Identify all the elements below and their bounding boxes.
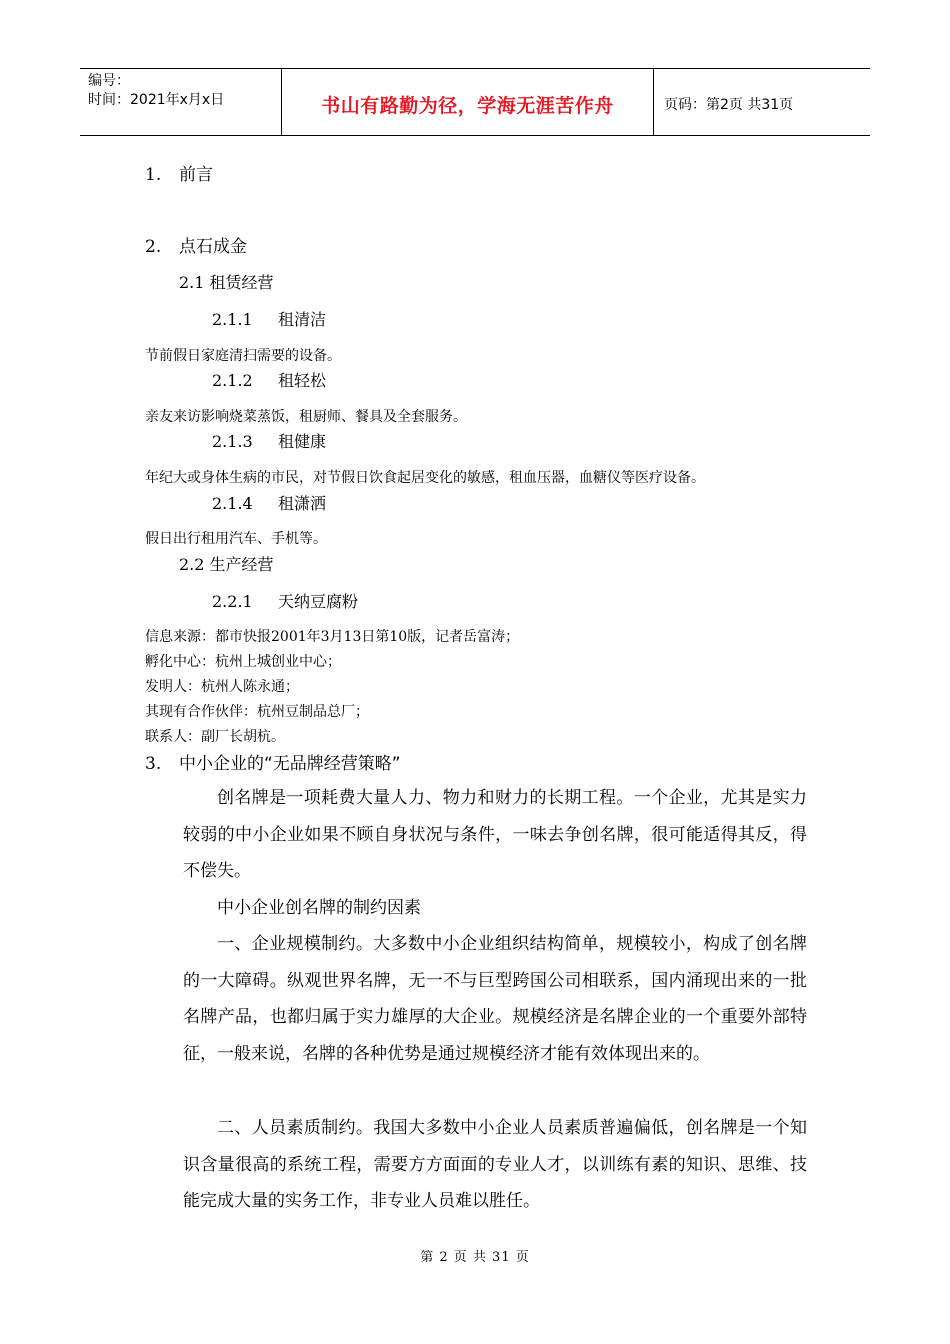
- heading-number: 2.1.2: [212, 371, 253, 390]
- heading-section-2-1: [179, 270, 274, 293]
- section-text: 亲友来访影响烧菜蒸饭，租厨师、餐具及全套服务。: [145, 409, 467, 425]
- section-text: 假日出行租用汽车、手机等。: [145, 531, 327, 547]
- heading-title: 租轻松: [278, 371, 327, 390]
- body-paragraph: 一、企业规模制约。大多数中小企业组织结构简单，规模较小，构成了创名牌的一大障碍。纵观世界名牌，无一不与巨型跨国公司相联系，国内涌现出来的一批名牌产品，也都归属于实力雄厚的大企业。规模经济是名牌企业的一个重要外部特征，一般来说，名牌的各种优势是通过规模经济才能有效体现出来的。: [183, 934, 807, 1064]
- heading-number: 2.1: [179, 273, 205, 292]
- section-text: 年纪大或身体生病的市民，对节假日饮食起居变化的敏感，租血压器，血糖仪等医疗设备。: [145, 470, 705, 486]
- heading-title: 中小企业的“无品牌经营策略”: [179, 754, 401, 774]
- info-line: 孵化中心：杭州上城创业中心；: [145, 654, 341, 670]
- heading-title: 租清洁: [278, 310, 327, 329]
- heading-title: 前言: [179, 165, 213, 185]
- heading-title: 天纳豆腐粉: [278, 592, 359, 611]
- info-line: 其现有合作伙伴：杭州豆制品总厂；: [145, 704, 369, 720]
- section-text: 节前假日家庭清扫需要的设备。: [145, 348, 341, 364]
- heading-title: 租健康: [278, 432, 327, 451]
- heading-number: 2.1.1: [212, 310, 253, 329]
- heading-title: 点石成金: [179, 237, 247, 257]
- heading-title: 租赁经营: [209, 273, 274, 292]
- heading-number: 2.1.3: [212, 432, 253, 451]
- info-line: 信息来源：都市快报2001年3月13日第10版，记者岳富涛；: [145, 629, 520, 645]
- heading-number: 1.: [145, 165, 162, 185]
- page-footer: 第 2 页 共 31 页: [420, 1250, 530, 1265]
- heading-section-2-2-1: [212, 589, 358, 612]
- heading-title: 租潇洒: [278, 494, 327, 513]
- body-paragraph: 创名牌是一项耗费大量人力、物力和财力的长期工程。一个企业，尤其是实力较弱的中小企业如果不顾自身状况与条件，一味去争创名牌，很可能适得其反，得不偿失。: [183, 788, 807, 881]
- info-line: 联系人：副厂长胡杭。: [145, 729, 285, 745]
- heading-section-2: [145, 232, 247, 257]
- header-page-info: 页码：第2页 共31页: [664, 97, 794, 113]
- body-paragraph: 二、人员素质制约。我国大多数中小企业人员素质普遍偏低，创名牌是一个知识含量很高的系统工程，需要方方面面的专业人才，以训练有素的知识、思维、技能完成大量的实务工作，非专业人员难以胜任。: [183, 1118, 807, 1211]
- heading-section-2-1-3: [212, 429, 326, 452]
- document-number-label: 编号：: [88, 73, 130, 89]
- heading-section-2-1-2: [212, 368, 326, 391]
- heading-section-2-1-4: [212, 491, 326, 514]
- heading-number: 2.2.1: [212, 592, 253, 611]
- heading-number: 2.: [145, 237, 162, 257]
- heading-section-3: [145, 749, 401, 774]
- info-line: 发明人：杭州人陈永通；: [145, 679, 299, 695]
- heading-number: 2.1.4: [212, 494, 253, 513]
- heading-number: 2.2: [179, 555, 205, 574]
- document-time: 时间：2021年x月x日: [88, 92, 225, 108]
- body-paragraph: 中小企业创名牌的制约因素: [217, 898, 421, 918]
- heading-section-1: [145, 160, 213, 185]
- heading-section-2-1-1: [212, 307, 326, 330]
- heading-number: 3.: [145, 754, 162, 774]
- heading-title: 生产经营: [209, 555, 274, 574]
- heading-section-2-2: [179, 552, 274, 575]
- header-motto: 书山有路勤为径，学海无涯苦作舟: [282, 69, 654, 135]
- page-header: [80, 68, 870, 136]
- header-meta: [80, 69, 282, 135]
